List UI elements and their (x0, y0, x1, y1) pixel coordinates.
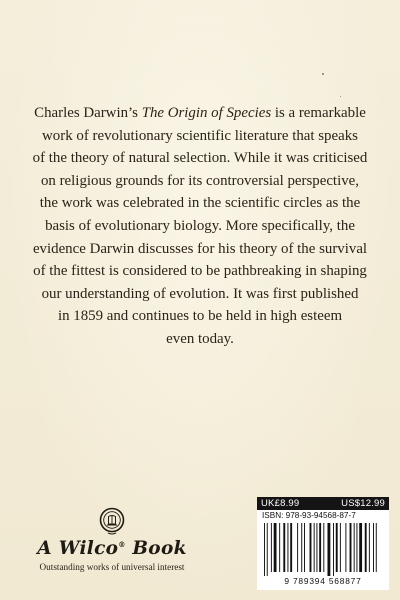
barcode-bar (350, 523, 352, 572)
barcode-digits: 9 789394 568877 (284, 576, 362, 586)
blurb-line: in 1859 and continues to be held in high esteem (57, 308, 343, 325)
barcode-bar (365, 523, 367, 572)
barcode-bar (290, 523, 292, 572)
blurb-line: work of revolutionary scientific literature that speaks (42, 127, 358, 144)
barcode-bar (271, 523, 272, 572)
publisher-block (30, 506, 194, 586)
barcode-bar (327, 523, 330, 576)
barcode-bar (304, 523, 305, 572)
barcode-bar (310, 523, 312, 572)
barcode-bars (261, 523, 385, 576)
price-uk: UK£8.99 (261, 498, 300, 509)
barcode-bar (323, 523, 324, 572)
barcode-bar (274, 523, 277, 572)
barcode-bar (287, 523, 288, 572)
paper-speck (340, 96, 341, 97)
wilco-emblem-icon (99, 506, 125, 536)
publisher-name: A Wilco® Book (37, 538, 187, 559)
barcode-bar (376, 523, 377, 572)
barcode-bar (283, 523, 285, 572)
blurb-line: our understanding of evolution. It was first published (41, 285, 359, 302)
barcode-bar (369, 523, 370, 572)
blurb-line: of the theory of natural selection. While it was criticised (32, 150, 368, 167)
barcode-bar (359, 523, 362, 572)
blurb-line: evidence Darwin discusses for his theory of the survival (32, 240, 368, 257)
blurb-line: even today. (166, 330, 234, 347)
publisher-tagline: Outstanding works of universal interest (39, 562, 185, 572)
blurb-text (20, 102, 380, 351)
barcode-bar (319, 523, 321, 572)
barcode-bar (279, 523, 280, 572)
blurb-line: the work was celebrated in the scientific circles as the (39, 195, 361, 212)
price-bar (257, 497, 389, 510)
barcode-bar (267, 523, 268, 576)
paper-speck (322, 73, 324, 75)
barcode-bar (333, 523, 334, 576)
barcode-bar (340, 523, 341, 572)
barcode-bar (314, 523, 315, 572)
barcode-bar (356, 523, 357, 572)
barcode-bar (297, 523, 298, 572)
barcode-panel (257, 497, 389, 590)
blurb-line: of the fittest is considered to be pathbreaking in shaping (33, 263, 367, 280)
barcode-bar (345, 523, 346, 572)
barcode-bar (301, 523, 302, 572)
price-us: US$12.99 (341, 498, 385, 509)
barcode-bar (336, 523, 338, 572)
barcode-bar (264, 523, 265, 576)
blurb-line: Charles Darwin’s The Origin of Species is a remarkable (34, 105, 366, 121)
blurb-line: on religious grounds for its controversial perspective, (40, 172, 359, 189)
blurb-line: basis of evolutionary biology. More specifically, the (45, 217, 355, 234)
book-title: The Origin of Species (141, 105, 272, 121)
barcode-bar (373, 523, 374, 572)
barcode-bar (354, 523, 355, 572)
barcode-bar (316, 523, 317, 572)
isbn-label: ISBN: 978-93-94568-87-7 (262, 511, 356, 520)
